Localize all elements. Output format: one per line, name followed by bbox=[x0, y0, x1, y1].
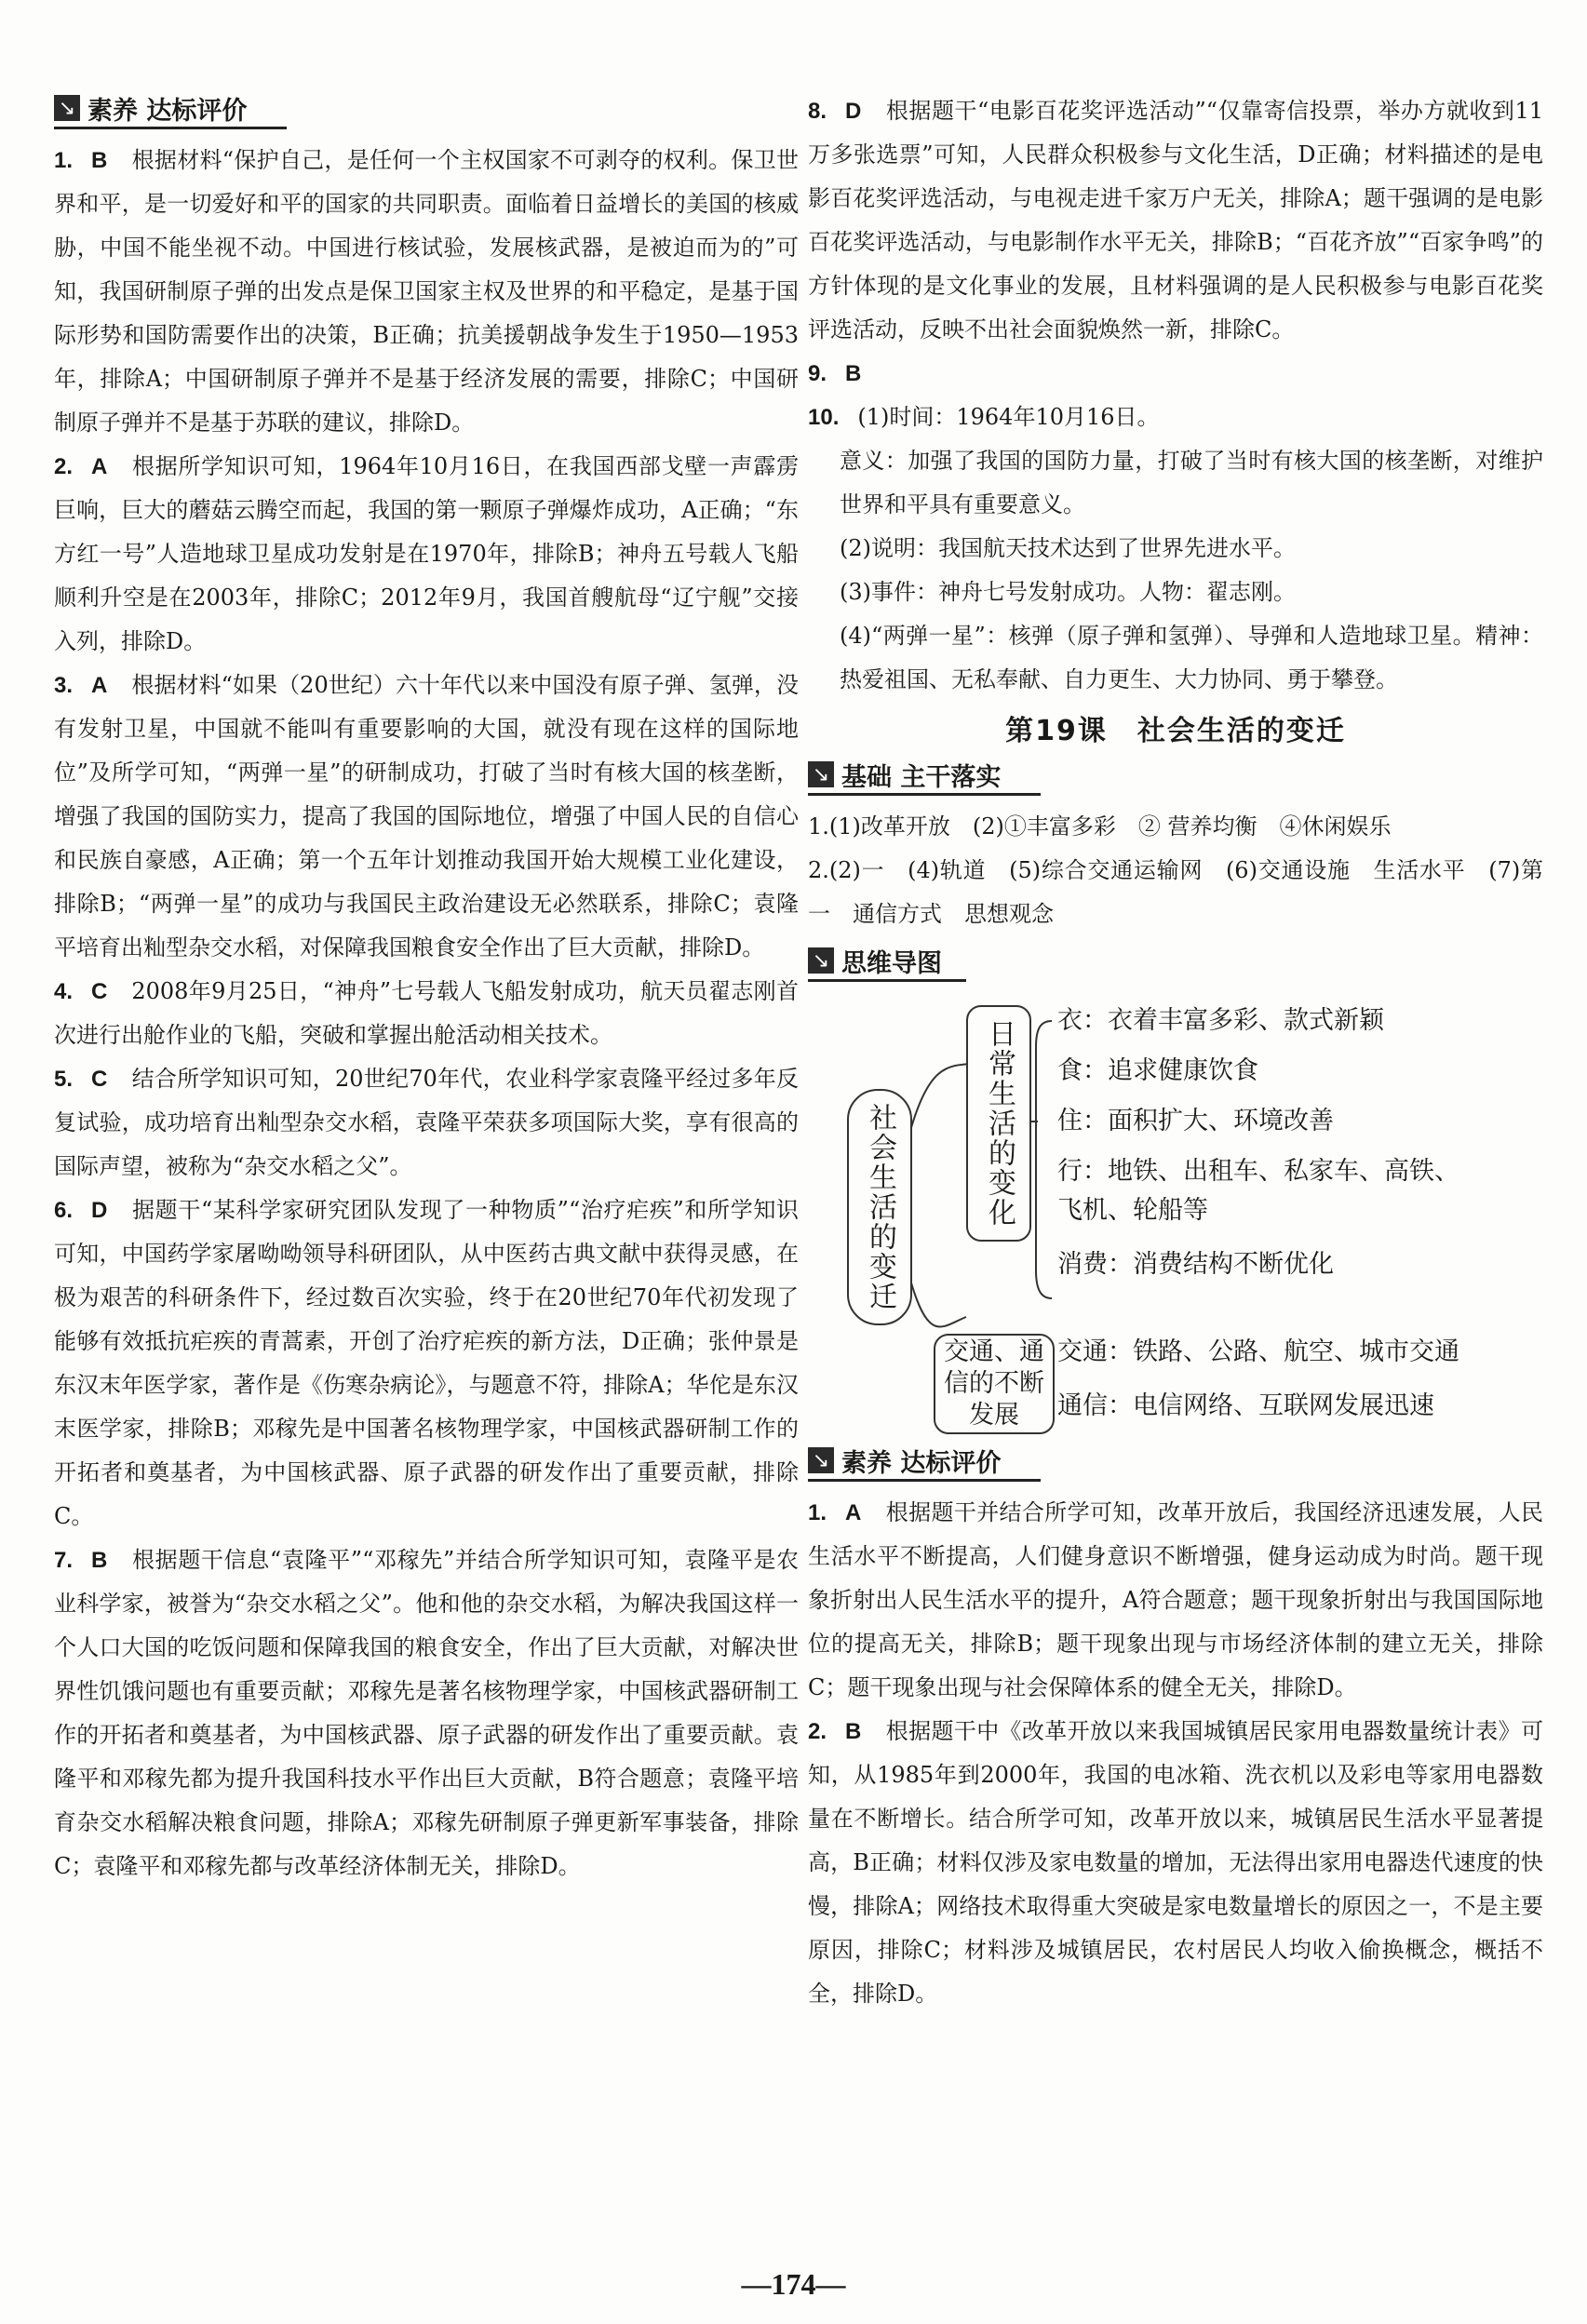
root-to-branch2-connector bbox=[910, 1280, 966, 1326]
section-arrow-icon: ↘ bbox=[808, 761, 834, 787]
left-column bbox=[54, 89, 799, 1888]
answer-line: (3)事件：神舟七号发射成功。人物：翟志刚。 bbox=[840, 579, 1296, 605]
mind-map bbox=[808, 991, 1543, 1429]
answer-item: 2. A 根据所学知识可知，1964年10月16日，在我国西部戈壁一声霹雳巨响，巨大的蘑菇云腾空而起，我国的第一颗原子弹爆炸成功，A正确；“东方红一号”人造地球卫星成功发射是在1970年，排除B；神舟五号载人飞船顺利升空是在2003年，排除C；2012年9月，我国首艘航母“辽宁舰”交接入列，排除D。 bbox=[54, 453, 799, 654]
branch1-bracket bbox=[1036, 1021, 1052, 1298]
section-arrow-icon: ↘ bbox=[808, 1447, 834, 1473]
basics-line: 2.(2)一 (4)轨道 (5)综合交通运输网 (6)交通设施 生活水平 (7)第一 通信方式 思想观念 bbox=[808, 857, 1543, 927]
answer-item: 7. B 根据题干信息“袁隆平”“邓稼先”并结合所学知识可知，袁隆平是农业科学家，被誉为“杂交水稻之父”。他和他的杂交水稻，为解决我国这样一个人口大国的吃饭问题和保障我国的粮食安全，作出了巨大贡献，对解决世界性饥饿问题也有重要贡献；邓稼先是著名核物理学家，中国核武器研制工作的开拓者和奠基者，为中国核武器、原子武器的研发作出了重要贡献。袁隆平和邓稼先都为提升我国科技水平作出巨大贡献，B符合题意；袁隆平培育杂交水稻解决粮食问题，排除A；邓稼先研制原子弹更新军事装备，排除C；袁隆平和邓稼先都与改革经济体制无关，排除D。 bbox=[54, 1547, 799, 1879]
answer-item: 5. C 结合所学知识可知，20世纪70年代，农业科学家袁隆平经过多年反复试验，成功培育出籼型杂交水稻，袁隆平荣获多项国际大奖，享有很高的国际声望，被称为“杂交水稻之父”。 bbox=[54, 1066, 799, 1179]
section-arrow-icon: ↘ bbox=[54, 95, 80, 121]
answer-item: 4. C 2008年9月25日，“神舟”七号载人飞船发射成功，航天员翟志刚首次进行出舱作业的飞船，突破和掌握出舱活动相关技术。 bbox=[54, 978, 799, 1048]
mind-map-leaf-communication: 通信：电信网络、互联网发展迅速 bbox=[1057, 1391, 1434, 1420]
mind-map-branch-daily-life: 日常生活的变化 bbox=[966, 1005, 1031, 1242]
section-header-evaluation-2 bbox=[808, 1442, 1041, 1482]
answer-item: 6. D 据题干“某科学家研究团队发现了一种物质”“治疗疟疾”和所学知识可知，中国药学家屠呦呦领导科研团队，从中医药古典文献中获得灵感，在极为艰苦的科研条件下，经过数百次实验，终于在20世纪70年代初发现了能够有效抵抗疟疾的青蒿素，开创了治疗疟疾的新方法，D正确；张仲景是东汉末年医学家，著作是《伤寒杂病论》，与题意不符，排除A；华佗是东汉末医学家，排除B；邓稼先是中国著名核物理学家，中国核武器研制工作的开拓者和奠基者，为中国核武器、原子武器的研发作出了重要贡献，排除C。 bbox=[54, 1197, 799, 1529]
answer-item: 2. B 根据题干中《改革开放以来我国城镇居民家用电器数量统计表》可知，从1985年到2000年，我国的电冰箱、洗衣机以及彩电等家用电器数量在不断增长。结合所学可知，改革开放以来，城镇居民生活水平显著提高，B正确；材料仅涉及家电数量的增加，无法得出家用电器迭代速度的快慢，排除A；网络技术取得重大突破是家电数量增长的原因之一，不是主要原因，排除C；材料涉及城镇居民，农村居民人均收入偷换概念，概括不全，排除D。 bbox=[808, 1718, 1543, 2007]
section-title: 基础 主干落实 bbox=[841, 762, 1002, 792]
basics-line: 1.(1)改革开放 (2)①丰富多彩 ② 营养均衡 ④休闲娱乐 bbox=[808, 813, 1392, 840]
section-arrow-icon: ↘ bbox=[808, 947, 834, 974]
answer-line: (4)“两弹一星”：核弹（原子弹和氢弹）、导弹和人造地球卫星。精神：热爱祖国、无私奉献、自力更生、大力协同、勇于攀登。 bbox=[840, 623, 1543, 692]
right-column bbox=[808, 89, 1543, 2016]
answer-item: 1. A 根据题干并结合所学可知，改革开放后，我国经济迅速发展，人民生活水平不断提高，人们健身意识不断增强，健身运动成为时尚。题干现象折射出人民生活水平的提升，A符合题意；题干现象折射出与我国国际地位的提高无关，排除B；题干现象出现与市场经济体制的建立无关，排除C；题干现象出现与社会保障体系的健全无关，排除D。 bbox=[808, 1499, 1543, 1700]
page-number: —174— bbox=[741, 2267, 846, 2301]
answer-line: 意义：加强了我国的国防力量，打破了当时有核大国的核垄断，对维护世界和平具有重要意义。 bbox=[840, 448, 1543, 517]
lesson-title: 第19课 社会生活的变迁 bbox=[1005, 715, 1346, 747]
answer-item: 8. D 根据题干“电影百花奖评选活动”“仅靠寄信投票，举办方就收到11万多张选票”可知，人民群众积极参与文化生活，D正确；材料描述的是电影百花奖评选活动，与电视走进千家万户无关，排除A；题干强调的是电影百花奖评选活动，与电影制作水平无关，排除B；“百花齐放”“百家争鸣”的方针体现的是文化事业的发展，且材料强调的是人民积极参与电影百花奖评选活动，反映不出社会面貌焕然一新，排除C。 bbox=[808, 98, 1543, 343]
answer-item: 1. B 根据材料“保护自己，是任何一个主权国家不可剥夺的权利。保卫世界和平，是一切爱好和平的国家的共同职责。面临着日益增长的美国的核威胁，中国不能坐视不动。中国进行核试验，发展核武器，是被迫而为的”可知，我国研制原子弹的出发点是保卫国家主权及世界的和平稳定，是基于国际形势和国防需要作出的决策，B正确；抗美援朝战争发生于1950—1953年，排除A；中国研制原子弹并不是基于经济发展的需要，排除C；中国研制原子弹并不是基于苏联的建议，排除D。 bbox=[54, 147, 799, 436]
section-title: 思维导图 bbox=[841, 948, 942, 978]
mind-map-branch-transport: 交通、通信的不断发展 bbox=[934, 1334, 1055, 1434]
mind-map-leaf-consumption: 消费：消费结构不断优化 bbox=[1057, 1250, 1334, 1279]
section-header-mindmap bbox=[808, 942, 966, 982]
section-header-basics bbox=[808, 756, 1041, 796]
mind-map-leaf-housing: 住：面积扩大、环境改善 bbox=[1057, 1107, 1334, 1135]
section-title: 素养 达标评价 bbox=[841, 1448, 1002, 1478]
answer-line: (2)说明：我国航天技术达到了世界先进水平。 bbox=[840, 535, 1296, 561]
mind-map-root: 社会生活的变迁 bbox=[847, 1089, 912, 1325]
section-title: 素养 达标评价 bbox=[87, 96, 248, 126]
mind-map-leaf-transport-cont: 飞机、轮船等 bbox=[1057, 1196, 1208, 1225]
section-header-evaluation bbox=[54, 89, 287, 129]
answer-item: 3. A 根据材料“如果（20世纪）六十年代以来中国没有原子弹、氢弹，没有发射卫星，中国就不能叫有重要影响的大国，就没有现在这样的国际地位”及所学可知，“两弹一星”的研制成功，打破了当时有核大国的核垄断，增强了我国的国防实力，提高了我国的国际地位，增强了中国人民的自信心和民族自豪感，A正确；第一个五年计划推动我国开始大规模工业化建设，排除B；“两弹一星”的成功与我国民主政治建设无必然联系，排除C；袁隆平培育出籼型杂交水稻，对保障我国粮食安全作出了巨大贡献，排除D。 bbox=[54, 672, 799, 960]
answer-item: 9. B bbox=[808, 361, 862, 386]
mind-map-leaf-transport: 行：地铁、出租车、私家车、高铁、 bbox=[1057, 1157, 1459, 1186]
answer-item-10: 10. (1)时间：1964年10月16日。 bbox=[808, 404, 1160, 430]
mind-map-leaf-traffic: 交通：铁路、公路、航空、城市交通 bbox=[1057, 1337, 1459, 1366]
mind-map-leaf-clothing: 衣：衣着丰富多彩、款式新颖 bbox=[1057, 1006, 1384, 1035]
mind-map-leaf-food: 食：追求健康饮食 bbox=[1057, 1056, 1258, 1085]
root-to-branch1-connector bbox=[910, 1064, 971, 1131]
